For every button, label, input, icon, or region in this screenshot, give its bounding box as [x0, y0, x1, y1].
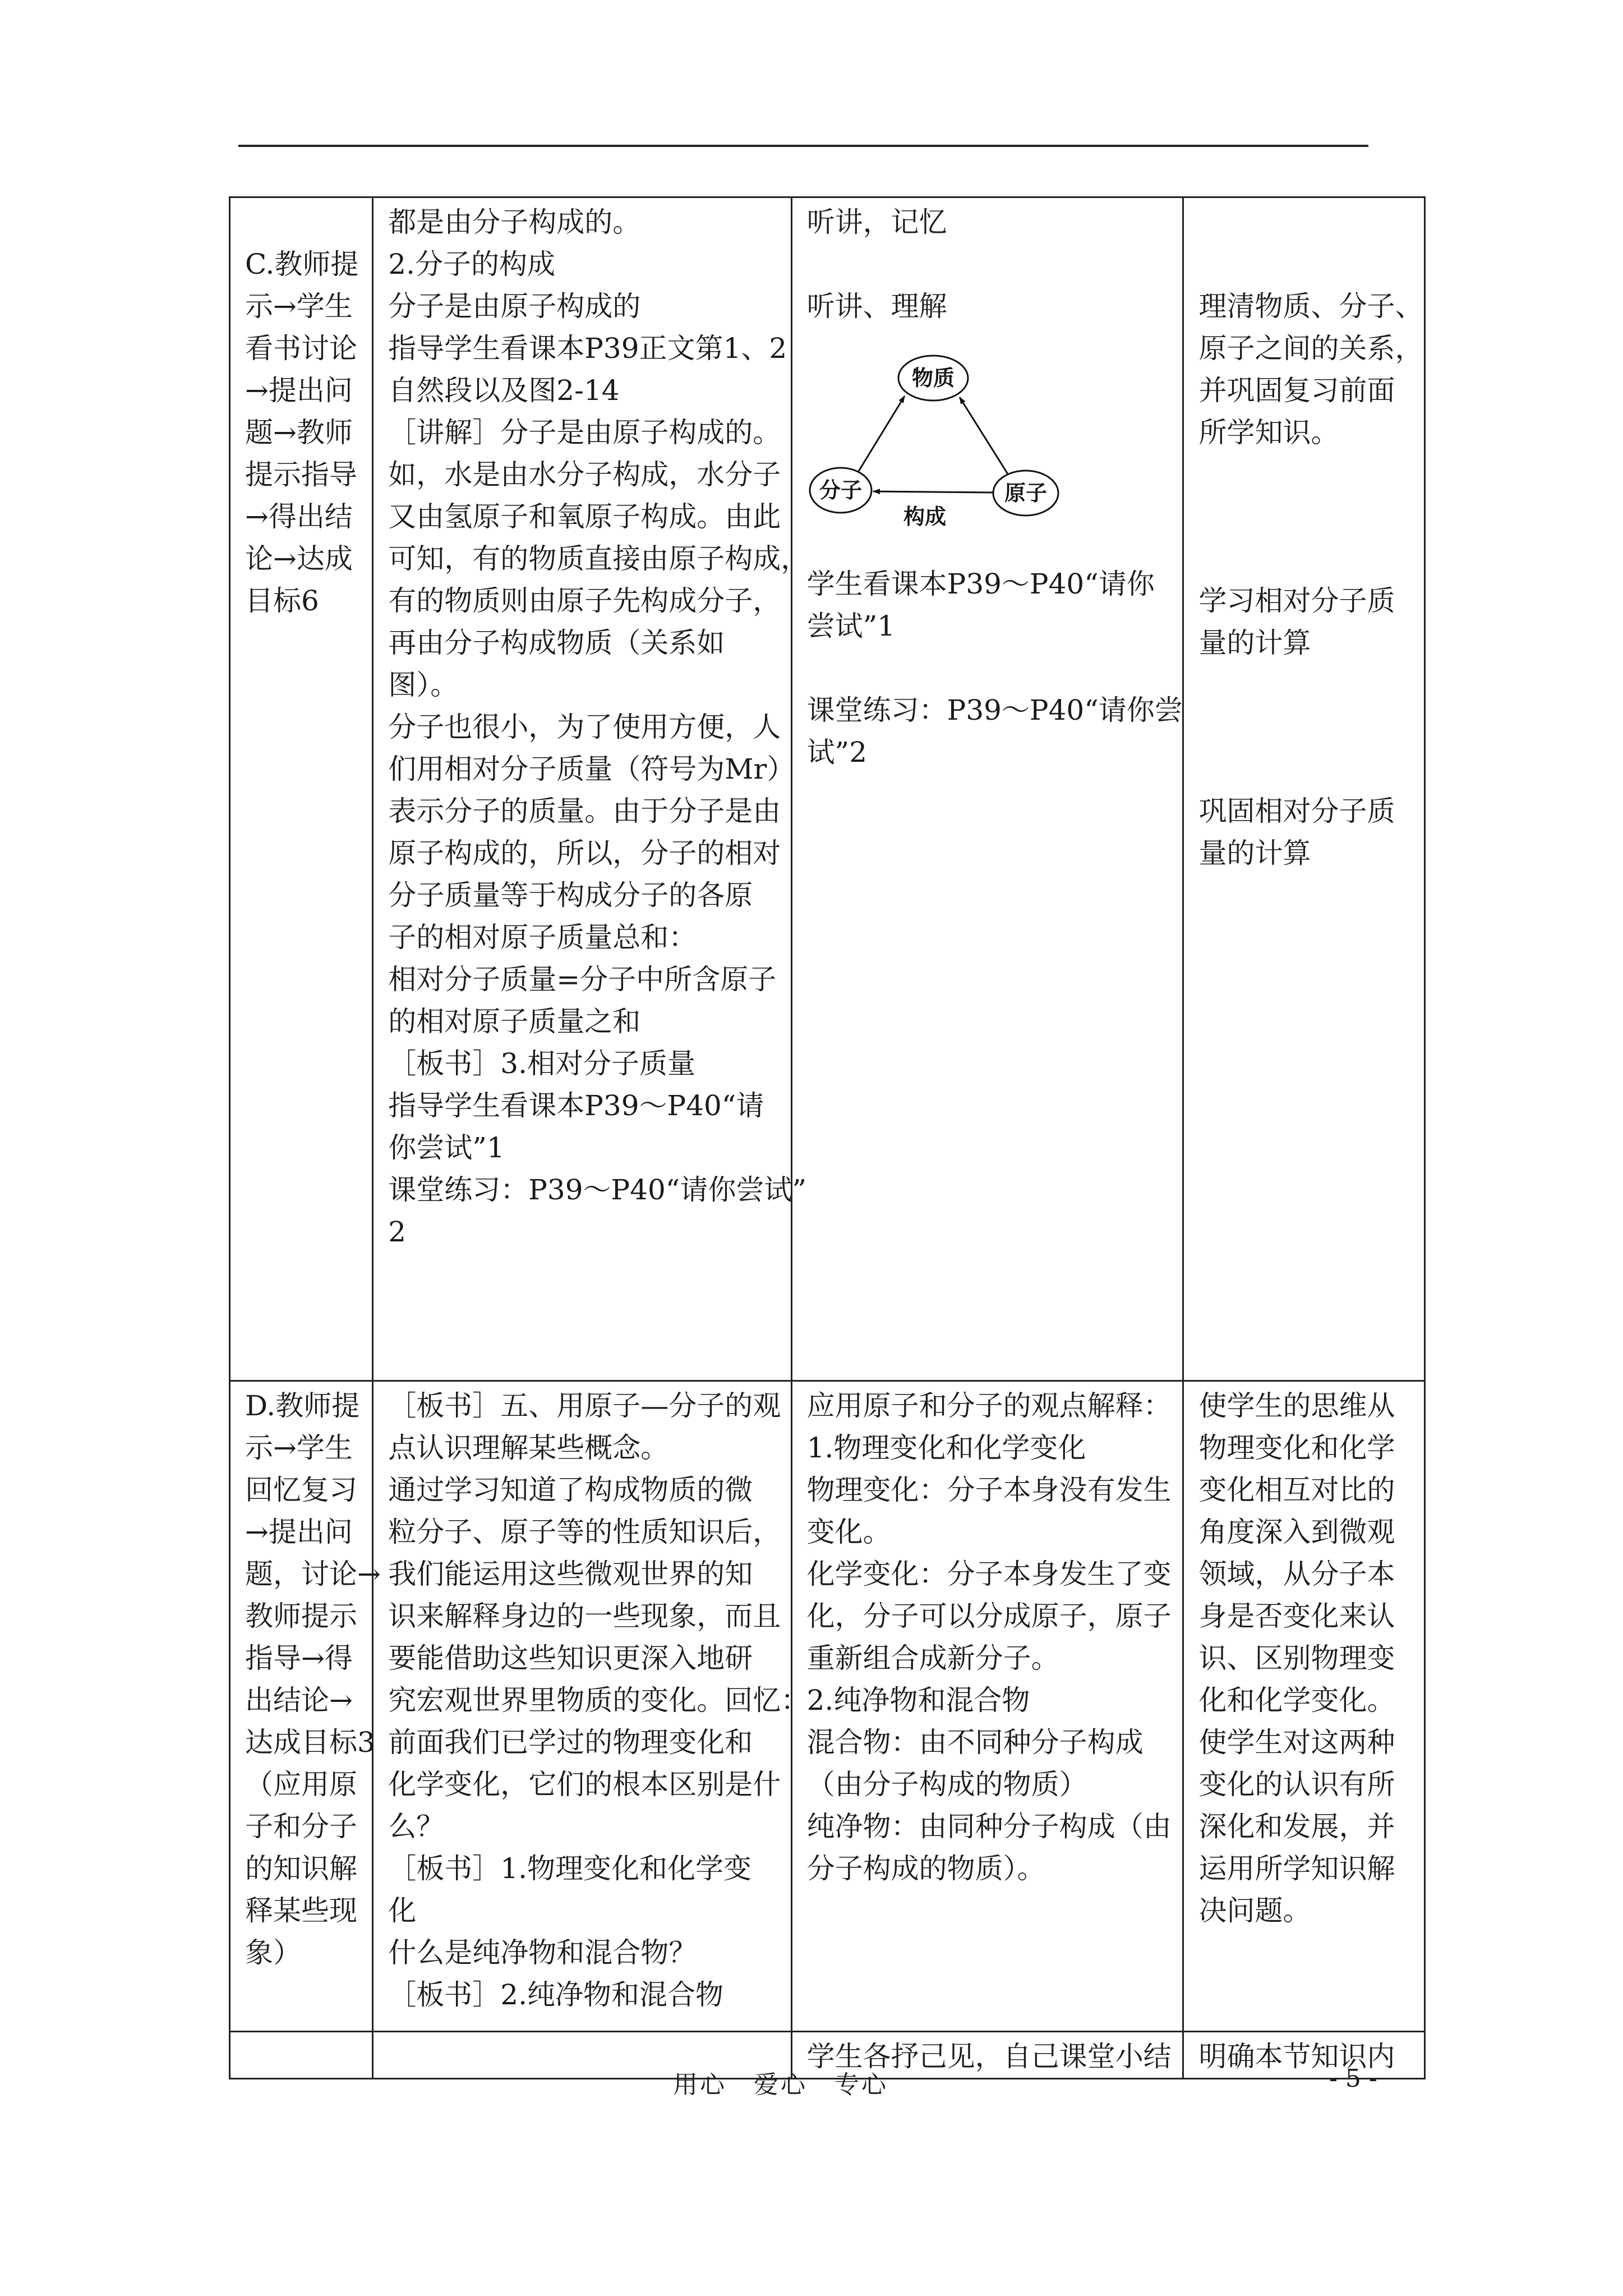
text-line: 决问题。: [1198, 1894, 1311, 1927]
text-line: 深化和发展，并: [1198, 1810, 1395, 1843]
text-line: 所学知识。: [1198, 416, 1339, 449]
text-line: 再由分子构成物质（关系如: [388, 627, 725, 659]
text-line: 化学变化：分子本身发生了变: [806, 1558, 1172, 1590]
text-line: 明确本节知识内: [1198, 2040, 1395, 2073]
text-line: 巩固相对分子质: [1198, 795, 1395, 827]
text-line: 化: [388, 1894, 417, 1927]
student-activity-cell: [791, 197, 1183, 1381]
text-line: 化学变化，它们的根本区别是什: [388, 1768, 781, 1801]
text-line: 粒分子、原子等的性质知识后，: [388, 1516, 781, 1548]
text-line: 示→学生: [245, 290, 353, 323]
text-line: 出结论→: [245, 1684, 353, 1717]
text-line: 都是由分子构成的。: [388, 206, 641, 238]
text-line: 尝试”1: [806, 610, 896, 642]
process-cell: [230, 197, 373, 1381]
text-line: 如，水是由水分子构成，水分子: [388, 458, 781, 491]
matter-molecule-atom-diagram: [807, 344, 1099, 552]
text-line: 理清物质、分子、: [1198, 290, 1423, 323]
text-line: 2.纯净物和混合物: [806, 1684, 1030, 1717]
teacher-activity-cell: [373, 197, 809, 1381]
text-line: 相对分子质量=分子中所含原子: [388, 963, 777, 996]
text-line: 1.物理变化和化学变化: [806, 1432, 1086, 1464]
text-line: 原子构成的，所以，分子的相对: [388, 837, 781, 869]
text-line: 回忆复习: [245, 1474, 357, 1506]
text-line: 角度深入到微观: [1198, 1516, 1395, 1548]
design-intent-cell: [1183, 2032, 1425, 2079]
text-line: 原子之间的关系，: [1198, 332, 1423, 365]
text-line: 指导→得: [245, 1642, 353, 1674]
text-line: 试”2: [806, 736, 868, 769]
text-line: ［板书］3.相对分子质量: [388, 1047, 695, 1080]
text-line: 点认识理解某些概念。: [388, 1432, 669, 1464]
text-line: 课堂练习：P39～P40“请你尝: [806, 694, 1183, 726]
arrow-atom-to-molecule: [873, 491, 993, 493]
process-cell: [230, 2032, 373, 2079]
text-line: 分子构成的物质）。: [806, 1852, 1045, 1885]
text-line: 领域，从分子本: [1198, 1558, 1395, 1590]
text-line: 题，讨论→: [245, 1558, 381, 1590]
text-line: D.教师提: [245, 1389, 360, 1422]
text-line: 通过学习知道了构成物质的微: [388, 1474, 753, 1506]
text-line: 2.分子的构成: [388, 248, 555, 280]
text-line: 课堂练习：P39～P40“请你尝试”: [388, 1174, 806, 1206]
text-line: 纯净物：由同种分子构成（由: [806, 1810, 1172, 1843]
text-line: C.教师提: [245, 248, 359, 280]
text-line: ［板书］五、用原子—分子的观: [388, 1389, 781, 1422]
text-line: （应用原: [245, 1768, 357, 1801]
text-line: 要能借助这些知识更深入地研: [388, 1642, 753, 1674]
text-line: 表示分子的质量。由于分子是由: [388, 795, 781, 827]
text-line: 使学生的思维从: [1198, 1389, 1395, 1422]
text-line: 自然段以及图2-14: [388, 374, 620, 407]
text-line: 化，分子可以分成原子，原子: [806, 1600, 1172, 1632]
text-line: 分子质量等于构成分子的各原: [388, 879, 753, 912]
text-line: 看书讨论: [245, 332, 357, 365]
text-line: 子的相对原子质量总和：: [388, 921, 697, 954]
text-line: 达成目标3: [245, 1726, 375, 1759]
text-line: 运用所学知识解: [1198, 1852, 1395, 1885]
text-line: 使学生对这两种: [1198, 1726, 1395, 1759]
text-line: 指导学生看课本P39正文第1、2: [388, 332, 787, 365]
text-line: ［板书］2.纯净物和混合物: [388, 1978, 723, 2011]
text-line: 并巩固复习前面: [1198, 374, 1395, 407]
student-activity-cell: [791, 1381, 1183, 2032]
text-line: 变化相互对比的: [1198, 1474, 1395, 1506]
text-line: 指导学生看课本P39～P40“请: [388, 1089, 764, 1122]
text-line: 究宏观世界里物质的变化。回忆：: [388, 1684, 809, 1717]
text-line: 变化的认识有所: [1198, 1768, 1395, 1801]
text-line: 量的计算: [1198, 837, 1311, 869]
design-intent-cell: [1183, 1381, 1425, 2032]
text-line: 2: [388, 1216, 407, 1248]
arrow-molecule-to-matter: [859, 396, 905, 471]
node-molecule-label: 分子: [819, 478, 862, 503]
text-line: 教师提示: [245, 1600, 357, 1632]
text-line: 重新组合成新分子。: [806, 1642, 1059, 1674]
text-line: 物理变化：分子本身没有发生: [806, 1474, 1172, 1506]
node-matter-label: 物质: [911, 366, 955, 390]
text-line: 提示指导: [245, 458, 357, 491]
edge-label: 构成: [903, 504, 946, 529]
node-atom-label: 原子: [1004, 481, 1047, 505]
text-line: 的相对原子质量之和: [388, 1005, 641, 1038]
text-line: 前面我们已学过的物理变化和: [388, 1726, 753, 1759]
text-line: 化和化学变化。: [1198, 1684, 1395, 1717]
table-row: [230, 1381, 1425, 2032]
text-line: 物理变化和化学: [1198, 1432, 1395, 1464]
text-line: 什么是纯净物和混合物？: [388, 1936, 697, 1969]
text-line: 分子是由原子构成的: [388, 290, 641, 323]
text-line: 量的计算: [1198, 627, 1311, 659]
text-line: 象）: [245, 1936, 301, 1969]
text-line: 又由氢原子和氧原子构成。由此: [388, 500, 781, 533]
text-line: ［讲解］分子是由原子构成的。: [388, 416, 781, 449]
text-line: 识来解释身边的一些现象，而且: [388, 1600, 781, 1632]
text-line: 子和分子: [245, 1810, 357, 1843]
text-line: 混合物：由不同种分子构成: [806, 1726, 1144, 1759]
text-line: 们用相对分子质量（符号为Mr）: [388, 753, 795, 785]
table-row: [230, 197, 1425, 1381]
text-line: →提出问: [245, 374, 353, 407]
text-line: 你尝试”1: [388, 1131, 505, 1164]
text-line: 论→达成: [245, 542, 353, 575]
text-line: 分子也很小，为了使用方便，人: [388, 711, 781, 743]
teacher-activity-cell: [373, 1381, 809, 2032]
text-line: 目标6: [245, 585, 319, 617]
text-line: 有的物质则由原子先构成分子，: [388, 585, 781, 617]
text-line: →提出问: [245, 1516, 353, 1548]
text-line: 身是否变化来认: [1198, 1600, 1395, 1632]
text-line: 题→教师: [245, 416, 353, 449]
text-line: 可知，有的物质直接由原子构成，: [388, 542, 809, 575]
text-line: 的知识解: [245, 1852, 357, 1885]
text-line: 听讲，记忆: [806, 206, 947, 238]
header-rule: [238, 145, 1368, 147]
text-line: ［板书］1.物理变化和化学变: [388, 1852, 751, 1885]
text-line: 识、区别物理变: [1198, 1642, 1395, 1674]
text-line: （由分子构成的物质）: [806, 1768, 1087, 1801]
process-cell: [230, 1381, 381, 2032]
footer-motto: 用心 爱心 专心: [673, 2070, 888, 2099]
text-line: 释某些现: [245, 1894, 357, 1927]
lesson-plan-table: [229, 196, 1426, 2079]
text-line: 学习相对分子质: [1198, 585, 1395, 617]
text-line: →得出结: [245, 500, 353, 533]
text-line: 应用原子和分子的观点解释：: [806, 1389, 1172, 1422]
text-line: 听讲、理解: [806, 290, 947, 323]
text-line: 学生各抒己见，自己课堂小结: [806, 2040, 1172, 2073]
text-line: 示→学生: [245, 1432, 353, 1464]
text-line: 图）。: [388, 669, 459, 701]
text-line: 我们能运用这些微观世界的知: [388, 1558, 753, 1590]
text-line: 变化。: [806, 1516, 891, 1548]
arrow-atom-to-matter: [960, 397, 1008, 474]
text-line: 么？: [388, 1810, 445, 1843]
design-intent-cell: [1183, 197, 1425, 1381]
text-line: 学生看课本P39～P40“请你: [806, 568, 1155, 600]
page-number: - 5 -: [1329, 2064, 1377, 2093]
